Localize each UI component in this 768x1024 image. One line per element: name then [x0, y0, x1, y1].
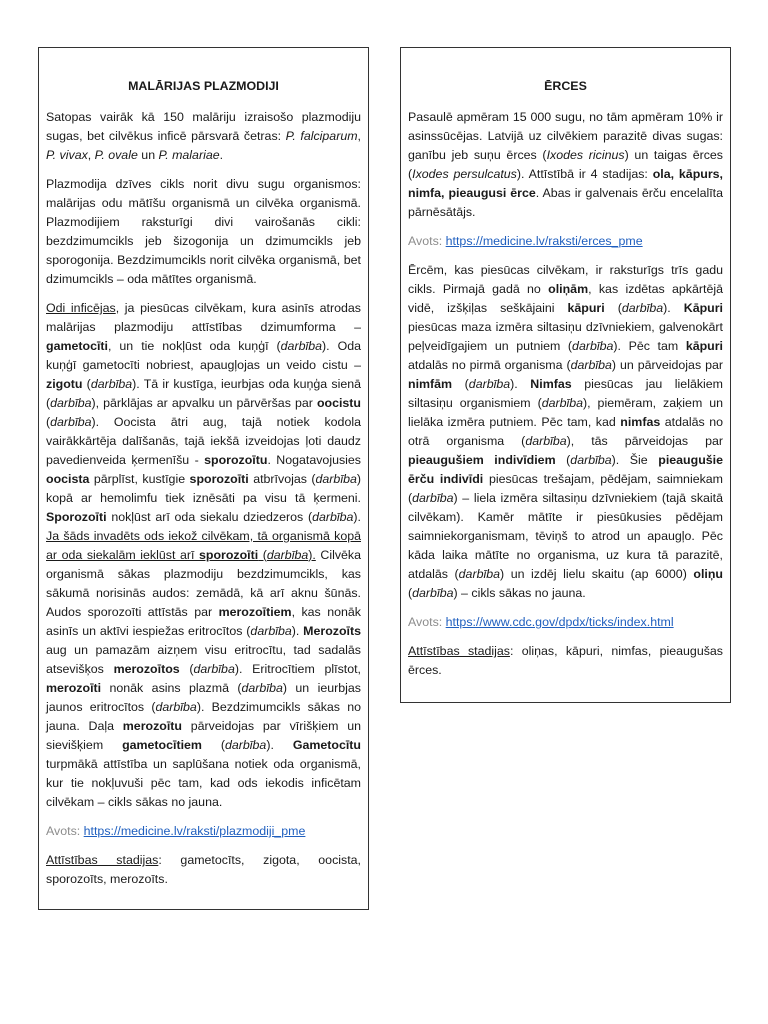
- cycle-description-paragraph: Odi inficējas, ja piesūcas cilvēkam, kura asinīs atrodas malārijas plazmodiju attīstības dzimumforma – gametocīti, un tie nokļūst oda kuņģī (darbība). Oda kuņģī gametocīti nobriest, apaugļojas un veido cistu – zigotu (darbība). Tā ir kustīga, ieurbjas oda kuņģa sienā (darbība), pārklājas ar apvalku un pārvēršas par oocistu (darbība). Oocista ātri aug, tajā notiek kodola vairākkārtēja dalīšanās, tajā iekšā izveidojas ļoti daudz pavedienveida ķermenīšu - sporozoītu. Nogatavojusies oocista pārplīst, kustīgie sporozoīti atbrīvojas (darbība) kopā ar hemolimfu tiek iznēsāti pa visu tā ķermeni. Sporozoīti nokļūst arī oda siekalu dziedzeros (darbība). Ja šāds invadēts ods iekož cilvēkam, tā organismā kopā ar oda siekalām ieklūst arī sporozoīti (darbība). Cilvēka organismā sākas plazmodiju bezdzimumcikls, kas sākumā norisinās audos: zemādā, kā arī aknu šūnās. Audos sporozoīti attīstās par merozoītiem, kas nonāk asinīs un aktīvi iespiežas eritrocītos (darbība). Merozoīts aug un pamazām aizņem visu eritrocītu, tad sadalās atsevišķos merozoītos (darbība). Eritrocītiem plīstot, merozoīti nonāk asins plazmā (darbība) un ieurbjas jaunos eritrocītos (darbība). Bezdzimumcikls sākas no jauna. Daļa merozoītu pārveidojas par vīrišķiem un sievišķiem gametocītiem (darbība). Gametocītu turpmākā attīstība un saplūšana notiek oda organismā, kur tie nokļuvuši pēc tam, kad ods iekodis inficētam cilvēkam – cikls sākas no jauna.: [46, 301, 362, 809]
- card-title: ĒRCES: [544, 79, 587, 93]
- stages-line: Attīstības stadijas: gametocīts, zigota, oocista, sporozoīts, merozoīts.: [46, 853, 361, 886]
- intro-paragraph: Pasaulē apmēram 15 000 sugu, no tām apmēram 10% ir asinssūcējas. Latvijā uz cilvēkiem parazitē divas sugas: ganību jeb suņu ērces (Ixodes ricinus) un taigas ērces (Ixodes persulcatus). Attīstībā ir 4 stadijas: ola, kāpurs, nimfa, pieaugusi ērce. Abas ir galvenais ērču encelalīta pārnēsātājs.: [408, 110, 723, 219]
- source-link[interactable]: https://medicine.lv/raksti/plazmodiji_pme: [83, 824, 306, 838]
- source-link[interactable]: https://www.cdc.gov/dpdx/ticks/index.html: [445, 615, 674, 629]
- malaria-plasmodium-card: [38, 47, 369, 910]
- source-line: Avots: https://medicine.lv/raksti/plazmodiji_pme: [46, 824, 306, 838]
- cycle-description-paragraph: Ērcēm, kas piesūcas cilvēkam, ir raksturīgs trīs gadu cikls. Pirmajā gadā no oliņām, kas izdētas apkārtējā vidē, izšķiļas seškājaini kāpuri (darbība). Kāpuri piesūcas maza izmēra siltasiņu dzīvniekiem, galvenokārt peļveidīgajiem un putniem (darbība). Pēc tam kāpuri atdalās no pirmā organisma (darbība) un pārveidojas par nimfām (darbība). Nimfas piesūcas jau lielākiem siltasiņu organismiem (darbība), piemēram, zaķiem un lielāka izmēra putniem. Pēc tam, kad nimfas atdalās no otrā organisma (darbība), tās pārveidojas par pieaugušiem indivīdiem (darbība). Šie pieaugušie ērču indivīdi piesūcas trešajam, pēdējam, saimniekam (darbība) – liela izmēra siltasiņu dzīvniekiem (tajā skaitā cilvēkam). Kamēr mātīte ir piesūkusies pēdējam saimniekorganismam, tēviņš to atrod un apaugļo. Pēc kāda laika mātīte no organisma, uz kura tā parazitē, atdalās (darbība) un izdēj lielu skaitu (ap 6000) oliņu (darbība) – cikls sākas no jauna.: [408, 263, 724, 600]
- source-line: Avots: https://medicine.lv/raksti/erces_pme: [408, 234, 643, 248]
- intro-paragraph: Satopas vairāk kā 150 malāriju izraisošo plazmodiju sugas, bet cilvēkus inficē pārsvarā četras: P. falciparum, P. vivax, P. ovale un P. malariae.: [46, 110, 361, 162]
- stages-line: Attīstības stadijas: oliņas, kāpuri, nimfas, pieaugušas ērces.: [408, 644, 723, 677]
- source-line: Avots: https://www.cdc.gov/dpdx/ticks/index.html: [408, 615, 674, 629]
- card-title: MALĀRIJAS PLAZMODIJI: [128, 79, 279, 93]
- life-cycle-paragraph: Plazmodija dzīves cikls norit divu sugu organismos: malārijas odu mātīšu organismā un cilvēka organismā. Plazmodijiem raksturīgi divi vairošanās cikli: bezdzimumcikls jeb šizogonija un dzimumcikls jeb sporogonija. Bezdzimumcikls norit cilvēka organismā, bet dzimumcikls – oda mātītes organismā.: [46, 177, 361, 286]
- source-link[interactable]: https://medicine.lv/raksti/erces_pme: [445, 234, 643, 248]
- ticks-card: [400, 47, 731, 703]
